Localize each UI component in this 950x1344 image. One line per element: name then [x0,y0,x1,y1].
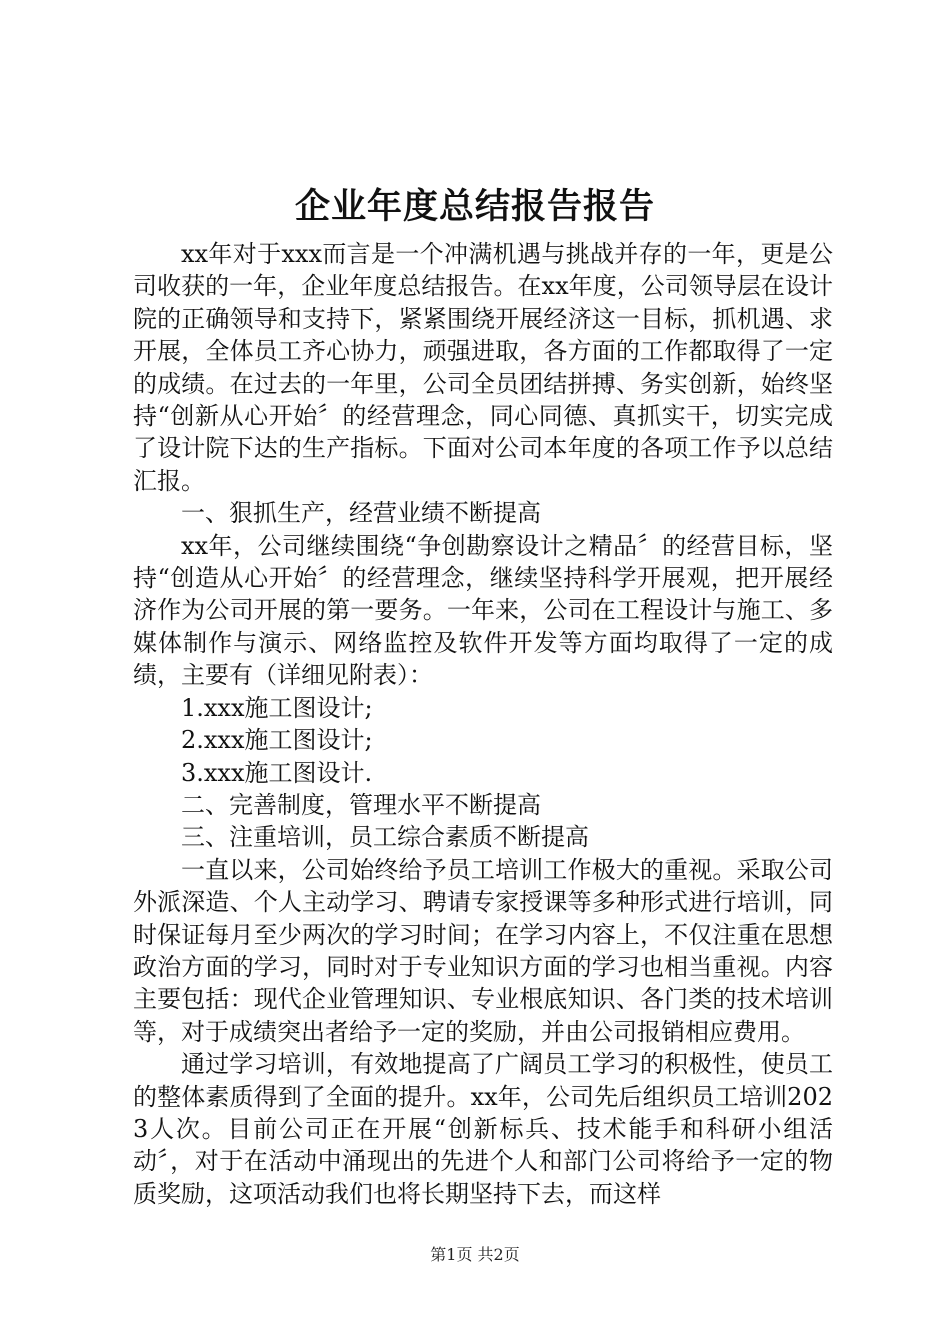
section-heading-1: 一、狠抓生产，经营业绩不断提高 [181,499,541,528]
list-item-3: 3.xxx施工图设计. [181,758,373,787]
document-body [133,238,833,1210]
section-heading-3: 三、注重培训，员工综合素质不断提高 [181,823,589,852]
paragraph-production: xx年，公司继续围绕“争创勘察设计之精品〞的经营目标，坚持“创造从心开始〞的经营理念，继续坚持科学开展观，把开展经济作为公司开展的第一要务。一年来，公司在工程设计与施工、多媒体制作与演示、网络监控及软件开发等方面均取得了一定的成绩，主要有（详细见附表）： [133,531,833,690]
list-item-1: 1.xxx施工图设计; [181,693,373,722]
paragraph-training-results: 通过学习培训，有效地提高了广阔员工学习的积极性，使员工的整体素质得到了全面的提升。xx年，公司先后组织员工培训2023人次。目前公司正在开展“创新标兵、技术能手和科研小组活动〞，对于在活动中涌现出的先进个人和部门公司将给予一定的物质奖励，这项活动我们也将长期坚持下去，而这样 [133,1050,833,1208]
paragraph-training: 一直以来，公司始终给予员工培训工作极大的重视。采取公司外派深造、个人主动学习、聘请专家授课等多种形式进行培训，同时保证每月至少两次的学习时间；在学习内容上，不仅注重在思想政治方面的学习，同时对于专业知识方面的学习也相当重视。内容主要包括：现代企业管理知识、专业根底知识、各门类的技术培训等，对于成绩突出者给予一定的奖励，并由公司报销相应费用。 [133,855,833,1046]
page-footer: 第1页 共2页 [430,1245,520,1264]
section-heading-2: 二、完善制度，管理水平不断提高 [181,790,541,819]
list-item-2: 2.xxx施工图设计; [181,726,373,755]
document-title: 企业年度总结报告报告 [294,186,655,227]
paragraph-intro: xx年对于xxx而言是一个冲满机遇与挑战并存的一年，更是公司收获的一年，企业年度总结报告。在xx年度，公司领导层在设计院的正确领导和支持下，紧紧围绕开展经济这一目标，抓机遇、求开展，全体员工齐心协力，顽强进取，各方面的工作都取得了一定的成绩。在过去的一年里，公司全员团结拼搏、务实创新，始终坚持“创新从心开始〞的经营理念，同心同德、真抓实干，切实完成了设计院下达的生产指标。下面对公司本年度的各项工作予以总结汇报。 [133,240,833,495]
